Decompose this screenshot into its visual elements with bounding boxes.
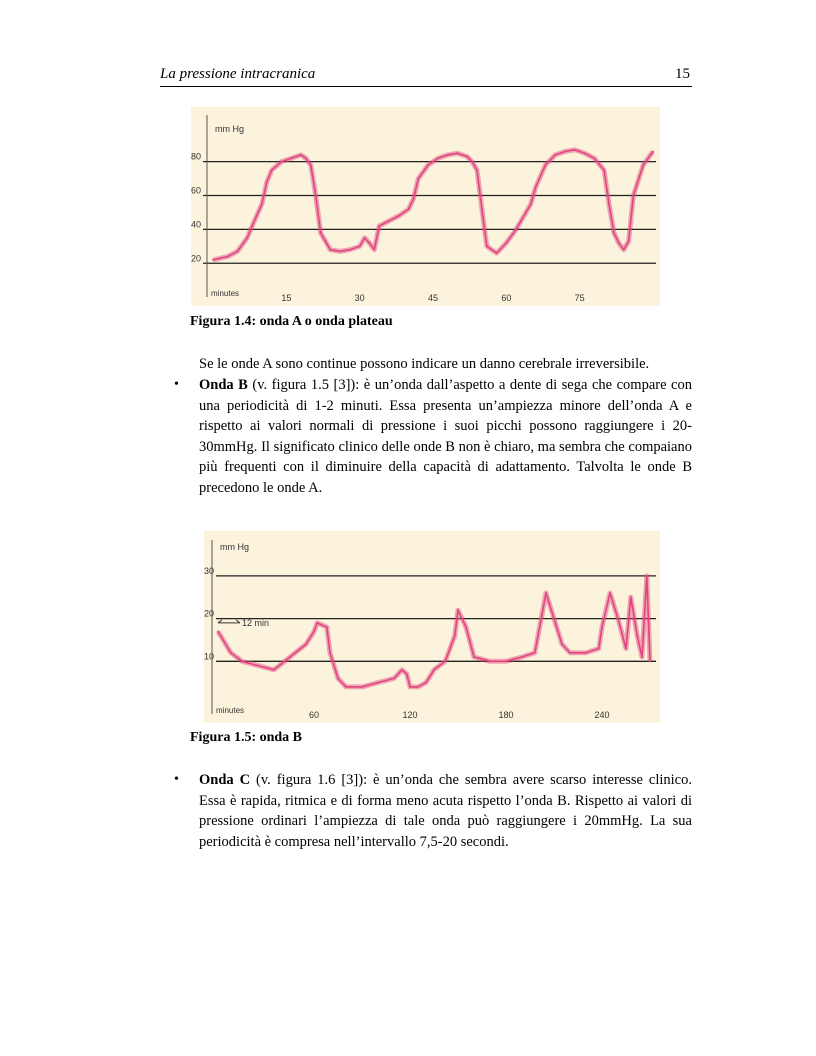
- y-axis-label: mm Hg: [215, 124, 244, 134]
- list-item-onda-c: [199, 770, 692, 852]
- data-point: [337, 677, 339, 679]
- data-point: [473, 656, 475, 658]
- list-item-label: Onda C: [199, 772, 251, 788]
- data-point: [554, 154, 556, 156]
- data-point: [476, 169, 478, 171]
- x-axis-label: minutes: [216, 706, 245, 715]
- data-point: [465, 626, 467, 628]
- list-item-text: (v. figura 1.5 [3]): è un’onda dall’aspetto a dente di sega che compare con una periodicità di 1-2 minuti. Essa presenta un’ampiezza minore dell’onda A e rispetto ai valori normali di pressione i suoi picchi possono raggiungere i 20-30mmHg. Il significato clinico delle onde B non è chiaro, ma sembra che compaiano più frequenti con il diminuire della capacità di adattamento. Talvolta le onde B precedono le onde A.: [199, 377, 692, 496]
- figure-1-4-caption: Figura 1.4: onda A o onda plateau: [190, 314, 393, 329]
- data-point: [361, 686, 363, 688]
- data-point: [406, 673, 408, 675]
- data-point: [603, 169, 605, 171]
- bullet-marker: •: [174, 772, 179, 787]
- data-point: [398, 215, 400, 217]
- y-tick-label: 60: [191, 185, 201, 196]
- data-point: [564, 151, 566, 153]
- data-point: [584, 152, 586, 154]
- y-tick-label: 80: [191, 151, 201, 162]
- data-point: [471, 161, 473, 163]
- data-point: [633, 195, 635, 197]
- running-title: La pressione intracranica: [160, 66, 316, 82]
- data-point: [630, 596, 632, 598]
- data-point: [642, 164, 644, 166]
- data-point: [525, 212, 527, 214]
- list-item-text: (v. figura 1.6 [3]): è un’onda che sembra avere scarso interesse clinico. Essa è rapida, ritmica e di forma meno acuta rispetto l’onda B. Rispetto ai valori di pressione ordinari l’ampiezza di tale onda può raggiungere i 20mmHg. La sua periodicità è compresa nell’intervallo 7,5-20 secondi.: [199, 772, 692, 850]
- b-wave-chart: [204, 531, 660, 723]
- page-number: 15: [675, 66, 690, 82]
- data-point: [408, 208, 410, 210]
- data-point: [305, 643, 307, 645]
- data-point: [281, 161, 283, 163]
- data-point: [413, 198, 415, 200]
- x-tick-label: 180: [498, 710, 514, 720]
- data-point: [505, 242, 507, 244]
- data-point: [457, 152, 459, 154]
- annotation-label: 12 min: [242, 617, 270, 628]
- data-point: [534, 652, 536, 654]
- data-point: [636, 635, 638, 637]
- data-point: [266, 181, 268, 183]
- data-point: [237, 251, 239, 253]
- data-point: [409, 686, 411, 688]
- data-point: [608, 203, 610, 205]
- data-point: [625, 648, 627, 650]
- data-point: [251, 225, 253, 227]
- data-point: [378, 225, 380, 227]
- y-tick-label: 10: [204, 651, 214, 662]
- y-tick-label: 30: [204, 565, 214, 576]
- x-tick-label: 120: [402, 710, 418, 720]
- data-point: [364, 237, 366, 239]
- x-axis-label: minutes: [211, 289, 240, 298]
- data-point: [377, 682, 379, 684]
- data-point: [417, 178, 419, 180]
- data-point: [649, 660, 651, 662]
- x-tick-label: 240: [594, 710, 610, 720]
- bullet-marker: •: [174, 377, 179, 392]
- data-point: [481, 208, 483, 210]
- data-point: [535, 186, 537, 188]
- data-point: [427, 164, 429, 166]
- data-point: [300, 154, 302, 156]
- data-point: [574, 149, 576, 151]
- data-point: [339, 251, 341, 253]
- figure-1-5-caption: Figura 1.5: onda B: [190, 730, 303, 745]
- plateau-wave-chart: [191, 107, 660, 306]
- paragraph-a-waves: Se le onde A sono continue possono indicare un danno cerebrale irreversibile.: [199, 356, 650, 372]
- data-point: [326, 626, 328, 628]
- data-point: [641, 656, 643, 658]
- data-point: [585, 652, 587, 654]
- data-point: [359, 245, 361, 247]
- y-tick-label: 20: [191, 253, 201, 264]
- x-tick-label: 45: [427, 293, 439, 303]
- data-point: [617, 618, 619, 620]
- data-point: [489, 660, 491, 662]
- data-point: [521, 656, 523, 658]
- data-point: [290, 157, 292, 159]
- page-header: [160, 62, 692, 87]
- x-tick-label: 30: [354, 293, 365, 303]
- data-point: [316, 622, 318, 624]
- data-point: [320, 232, 322, 234]
- data-point: [257, 665, 259, 667]
- data-point: [388, 220, 390, 222]
- data-point: [315, 195, 317, 197]
- data-point: [515, 229, 517, 231]
- data-point: [613, 232, 615, 234]
- data-point: [520, 220, 522, 222]
- data-point: [628, 240, 630, 242]
- data-point: [454, 635, 456, 637]
- data-point: [230, 652, 232, 654]
- x-tick-label: 60: [308, 710, 320, 720]
- data-point: [305, 157, 307, 159]
- data-point: [652, 151, 654, 153]
- data-point: [212, 259, 214, 261]
- chart-background: [204, 531, 660, 723]
- list-item-onda-b: [199, 375, 692, 498]
- data-point: [623, 249, 625, 251]
- data-point: [271, 169, 273, 171]
- data-point: [241, 660, 243, 662]
- data-point: [601, 626, 603, 628]
- data-point: [466, 156, 468, 158]
- data-point: [553, 618, 555, 620]
- data-point: [569, 652, 571, 654]
- x-tick-label: 60: [501, 293, 512, 303]
- data-point: [329, 652, 331, 654]
- figure-1-4: [191, 107, 660, 306]
- data-point: [349, 249, 351, 251]
- data-point: [598, 648, 600, 650]
- x-tick-label: 15: [281, 293, 292, 303]
- data-point: [273, 669, 275, 671]
- data-point: [217, 631, 219, 633]
- data-point: [457, 609, 459, 611]
- data-point: [444, 660, 446, 662]
- list-item-label: Onda B: [199, 377, 248, 393]
- data-point: [289, 656, 291, 658]
- data-point: [545, 164, 547, 166]
- data-point: [447, 154, 449, 156]
- data-point: [561, 643, 563, 645]
- data-point: [593, 157, 595, 159]
- data-point: [227, 256, 229, 258]
- data-point: [425, 682, 427, 684]
- data-point: [313, 631, 315, 633]
- data-point: [373, 249, 375, 251]
- data-point: [246, 237, 248, 239]
- data-point: [609, 592, 611, 594]
- data-point: [496, 252, 498, 254]
- data-point: [618, 242, 620, 244]
- data-point: [505, 660, 507, 662]
- data-point: [486, 245, 488, 247]
- data-point: [393, 677, 395, 679]
- y-tick-label: 20: [204, 608, 214, 619]
- x-tick-label: 75: [574, 293, 585, 303]
- data-point: [310, 164, 312, 166]
- data-point: [545, 592, 547, 594]
- data-point: [646, 575, 648, 577]
- y-axis-label: mm Hg: [220, 542, 249, 552]
- data-point: [437, 157, 439, 159]
- data-point: [530, 203, 532, 205]
- y-tick-label: 40: [191, 219, 201, 230]
- data-point: [261, 203, 263, 205]
- data-point: [329, 249, 331, 251]
- data-point: [401, 669, 403, 671]
- data-point: [537, 635, 539, 637]
- figure-1-5: [204, 531, 660, 723]
- data-point: [417, 686, 419, 688]
- data-point: [369, 242, 371, 244]
- data-point: [345, 686, 347, 688]
- data-point: [433, 669, 435, 671]
